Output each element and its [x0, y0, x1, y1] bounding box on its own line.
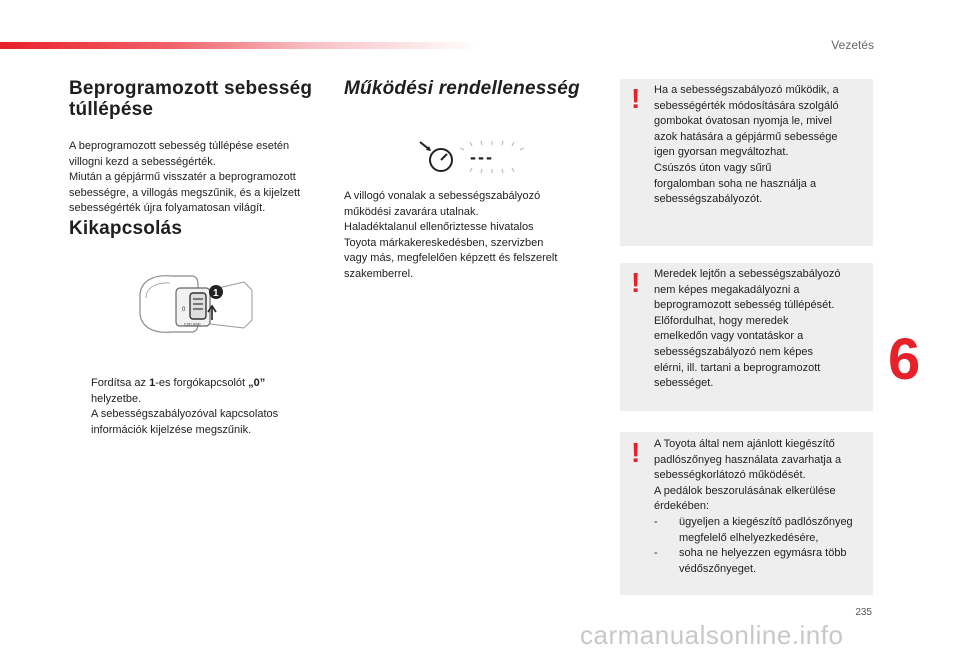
- text-line: emelkedőn vagy vontatáskor a: [654, 330, 804, 343]
- step-text: [69, 376, 331, 438]
- list-item: [654, 515, 866, 546]
- text-line: A pedálok beszorulásának elkerülése: [654, 484, 836, 497]
- warning-box: [620, 432, 873, 595]
- warning-icon: !: [631, 267, 641, 298]
- text-line: sebességérték újra folyamatosan világít.: [69, 202, 266, 215]
- text-line: Ha a sebességszabályozó működik, a: [654, 84, 839, 96]
- warning-text: [654, 437, 866, 577]
- text-line: A beprogramozott sebesség túllépése esetén: [69, 140, 290, 152]
- list-dash: -: [654, 547, 658, 560]
- overspeed-section: [69, 78, 331, 217]
- title-line: Beprogramozott sebesség: [69, 78, 313, 99]
- malfunction-text-block: [344, 189, 606, 283]
- text-line: A Toyota által nem ajánlott kiegészítő: [654, 438, 835, 450]
- list-dash: -: [654, 515, 658, 528]
- text-line: forgalomban soha ne használja a: [654, 177, 817, 190]
- text-line: igen gyorsan megváltozhat.: [654, 146, 789, 159]
- text-line: sebességet.: [654, 377, 714, 390]
- warning-icon: !: [631, 83, 641, 114]
- lever-marker-number: 1: [213, 288, 219, 299]
- switch-off-title: Kikapcsolás: [69, 218, 183, 239]
- cruise-lever-illustration: [132, 268, 262, 340]
- text-line: Haladéktalanul ellenőriztesse hivatalos: [344, 221, 534, 234]
- warning-text: [654, 267, 866, 392]
- section-name: Vezetés: [831, 38, 874, 52]
- page-number: 235: [855, 607, 872, 618]
- text-line: Toyota márkakereskedésben, szervizben: [344, 236, 544, 249]
- malfunction-text: [344, 189, 606, 283]
- malfunction-title: Működési rendellenesség: [344, 78, 580, 99]
- text-line: padlószőnyeg használata zavarhatja a: [654, 453, 842, 466]
- step-fragment: -es forgókapcsolót: [155, 377, 249, 389]
- text-line: sebességszabályozó nem képes: [654, 345, 813, 358]
- text-line: működési zavarára utalnak.: [344, 205, 479, 218]
- malfunction-section: [344, 78, 606, 99]
- text-line: szakemberrel.: [344, 267, 414, 280]
- text-line: védőszőnyeget.: [679, 562, 757, 575]
- title-line: túllépése: [69, 99, 154, 120]
- header-accent-bar: [0, 42, 480, 49]
- text-line: sebességérték módosítására szolgáló: [654, 99, 839, 112]
- step-first-line: [91, 376, 331, 392]
- text-line: Előfordulhat, hogy meredek: [654, 314, 789, 327]
- warning-box: [620, 79, 873, 246]
- text-line: vagy más, megfelelően képzett és felszerelt: [344, 252, 558, 265]
- warning-icon: !: [631, 437, 641, 468]
- text-line: helyzetbe.: [91, 392, 142, 405]
- step-number: 1: [149, 377, 156, 389]
- warning-box: [620, 263, 873, 411]
- text-line: nem képes megakadályozni a: [654, 283, 800, 296]
- overspeed-title: [69, 78, 331, 120]
- text-line: sebességre, a villogás megszűnik, és a kijelzett: [69, 186, 301, 199]
- text-line: azok hatására a gépjármű sebessége: [654, 130, 838, 143]
- text-line: Miután a gépjármű visszatér a beprogramozott: [69, 171, 296, 184]
- text-line: villogni kezd a sebességérték.: [69, 155, 216, 168]
- list-item: [654, 546, 866, 577]
- speedometer-warning-icon: [416, 138, 528, 178]
- text-line: A villogó vonalak a sebességszabályozó: [344, 190, 541, 202]
- switch-off-section: [69, 218, 331, 239]
- flashing-dashes: ---: [470, 147, 494, 167]
- step-fragment: Fordítsa az: [91, 377, 150, 389]
- text-line: Meredek lejtőn a sebességszabályozó: [654, 268, 841, 280]
- warning-text: [654, 83, 866, 208]
- text-line: érdekében:: [654, 500, 710, 513]
- text-line: sebességszabályozót.: [654, 193, 763, 206]
- text-line: Csúszós úton vagy sűrű: [654, 161, 772, 174]
- text-line: beprogramozott sebesség túllépését.: [654, 299, 835, 312]
- text-line: ügyeljen a kiegészítő padlószőnyeg: [679, 515, 853, 528]
- text-line: információk kijelzése megszűnik.: [91, 423, 252, 436]
- chapter-number: 6: [888, 327, 921, 392]
- watermark: carmanualsonline.info: [580, 620, 844, 650]
- text-line: gombokat óvatosan nyomja le, mivel: [654, 115, 832, 128]
- text-line: sebességkorlátozó működését.: [654, 469, 806, 482]
- step-position: „0”: [248, 377, 266, 389]
- overspeed-text: [69, 139, 331, 217]
- text-line: megfelelő elhelyezkedésére,: [679, 531, 819, 544]
- lever-zero-label: 0: [182, 307, 186, 313]
- lever-cruise-label: CRUISE: [184, 322, 202, 327]
- text-line: A sebességszabályozóval kapcsolatos: [91, 408, 279, 421]
- switch-off-step: [69, 376, 331, 438]
- text-line: elérni, ill. tartani a beprogramozott: [654, 361, 821, 374]
- text-line: soha ne helyezzen egymásra több: [679, 547, 847, 560]
